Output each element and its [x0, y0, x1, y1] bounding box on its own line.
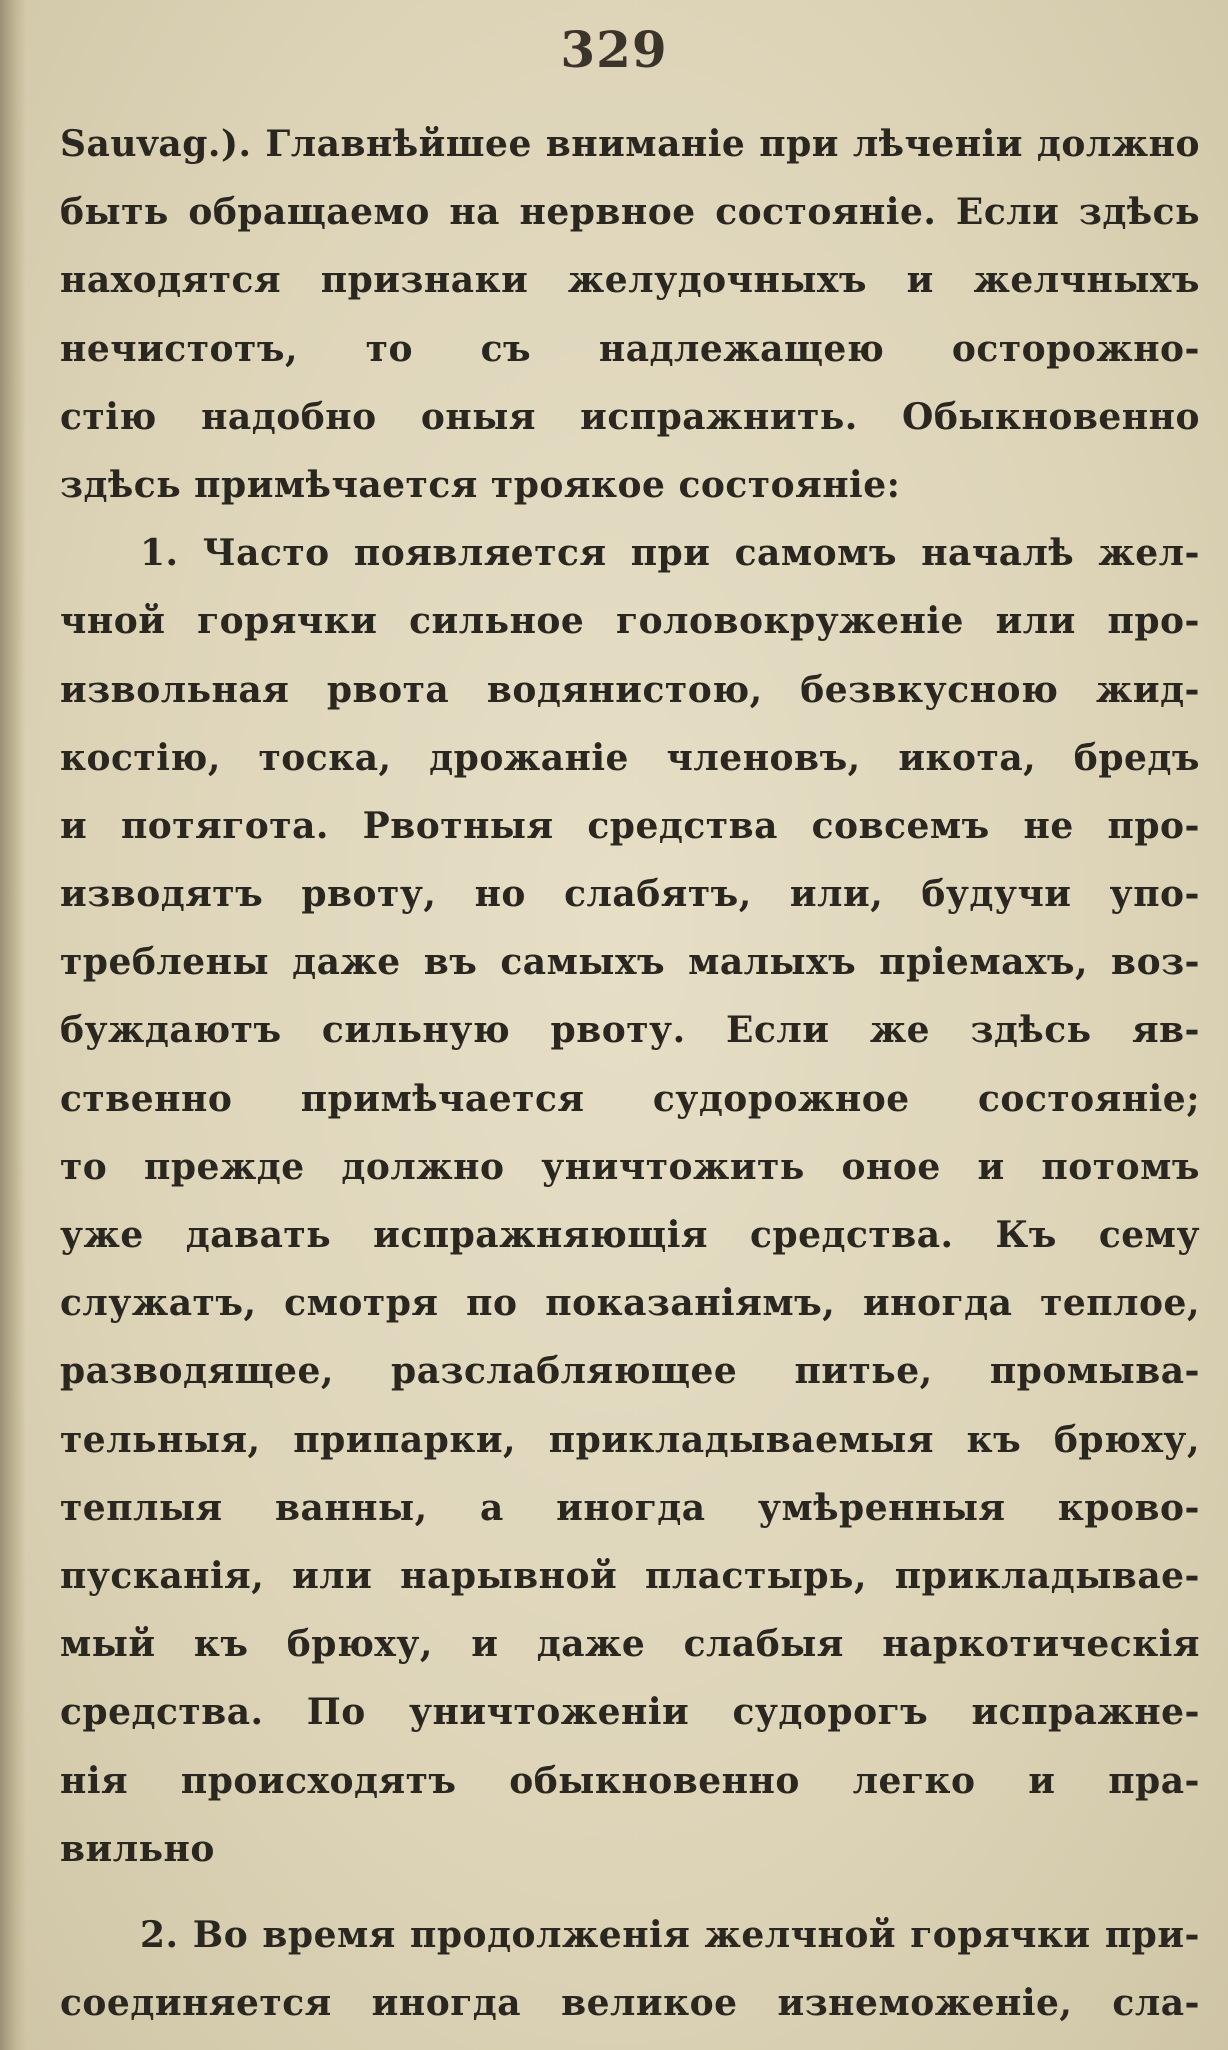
text-line: уже давать испражняющія средства. Къ сему: [60, 1214, 1200, 1256]
text-line: нечистотъ, то съ надлежащею осторожно-: [60, 327, 1200, 370]
text-line: чной горячки сильное головокруженіе или про-: [60, 600, 1200, 643]
text-line: и потягота. Рвотныя средства совсемъ не про-: [60, 804, 1200, 847]
text-line: изводятъ рвоту, но слабятъ, или, будучи упо-: [60, 873, 1200, 916]
text-line: средства. По уничтоженіи судорогъ испражне-: [60, 1691, 1200, 1734]
text-line: ственно примѣчается судорожное состояніе;: [60, 1077, 1200, 1120]
text-line: Sauvag.). Главнѣйшее вниманіе при лѣченіи должно: [60, 123, 1200, 165]
body-text: [60, 110, 1200, 2037]
text-line: здѣсь примѣчается троякое состояніе:: [60, 463, 901, 506]
text-line: стію надобно оныя испражнить. Обыкновенно: [60, 395, 1200, 438]
text-line: разводящее, разслабляющее питье, промыва-: [60, 1350, 1200, 1393]
text-line: быть обращаемо на нервное состояніе. Если здѣсь: [60, 191, 1200, 234]
text-line: пусканія, или нарывной пластырь, прикладывае-: [60, 1554, 1200, 1597]
text-line: соединяется иногда великое изнеможеніе, сла-: [60, 1982, 1200, 2025]
text-line: теплыя ванны, а иногда умѣренныя крово-: [60, 1486, 1200, 1529]
text-line: 2. Во время продолженія желчной горячки при-: [140, 1913, 1200, 1956]
text-line: 1. Часто появляется при самомъ началѣ жел-: [140, 532, 1200, 575]
text-line: нія происходятъ обыкновенно легко и пра-: [60, 1759, 1200, 1802]
text-line: извольная рвота водянистою, безвкусною жид-: [60, 668, 1200, 711]
text-line: вильно: [60, 1827, 215, 1870]
text-line: буждаютъ сильную рвоту. Если же здѣсь яв-: [60, 1009, 1200, 1052]
text-line: то прежде должно уничтожить оное и потомъ: [60, 1145, 1200, 1188]
text-line: служатъ, смотря по показаніямъ, иногда теплое,: [60, 1282, 1200, 1325]
text-line: тельныя, припарки, прикладываемыя къ брюху,: [60, 1418, 1200, 1461]
text-line: находятся признаки желудочныхъ и желчныхъ: [60, 259, 1200, 302]
page-number: 329: [560, 20, 668, 79]
text-line: треблены даже въ самыхъ малыхъ пріемахъ, воз-: [60, 941, 1200, 984]
spine-shadow: [0, 0, 26, 2050]
paragraph-gap: [60, 1883, 1200, 1901]
text-line: мый къ брюху, и даже слабыя наркотическія: [60, 1623, 1200, 1666]
text-line: костію, тоска, дрожаніе членовъ, икота, бредъ: [60, 736, 1200, 779]
